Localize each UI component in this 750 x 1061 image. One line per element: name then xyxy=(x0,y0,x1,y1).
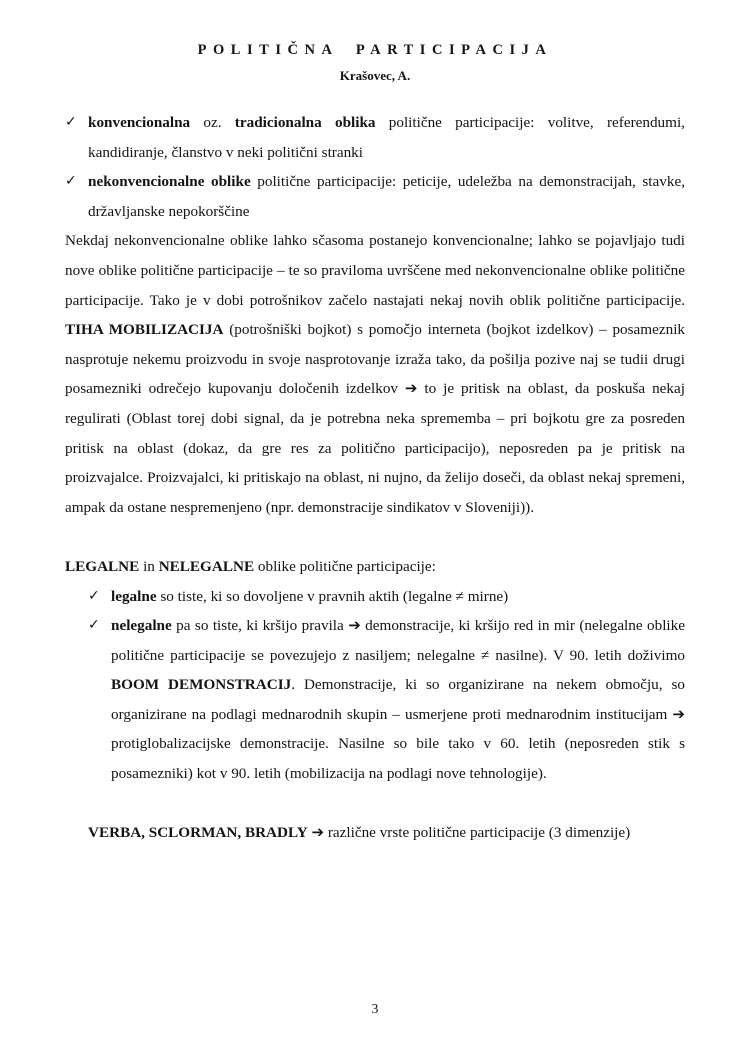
checkmark-icon: ✓ xyxy=(88,587,100,604)
bold-text-run: BOOM DEMONSTRACIJ xyxy=(111,676,292,694)
paragraph xyxy=(88,818,685,848)
text-run: in xyxy=(139,557,159,575)
page-number: 3 xyxy=(371,1001,379,1016)
bullet-item xyxy=(65,108,685,167)
text-run: politične participacije: volitve, referendumi, kandidiranje, članstvo v neki politični stranki xyxy=(88,114,685,161)
arrow-right-icon: ➔ xyxy=(404,379,418,398)
paragraph xyxy=(65,226,685,522)
text-run: politične participacije: peticije, udeležba na demonstracijah, stavke, državljanske nepokorščine xyxy=(88,173,685,220)
text-run: demonstracije, ki kršijo red in mir (nelegalne oblike politične participacije se povezujejo z nasiljem; nelegalne ≠ nasilne). V 90. letih doživimo xyxy=(111,617,685,664)
checkmark-icon: ✓ xyxy=(65,173,77,190)
text-run: (potrošniški bojkot) s pomočjo interneta (bojkot izdelkov) – posameznik nasprotuje nekemu proizvodu in svoje nasprotovanje izraža tako, da pošilja pozive naj se tudii drugi posamezniki odrečejo kupovanju določenih izdelkov xyxy=(65,321,686,398)
text-run: oblike politične participacije: xyxy=(254,557,436,575)
bold-text-run: legalne xyxy=(111,587,157,605)
text-run: to je pritisk na oblast, da poskuša nekaj regulirati (Oblast torej dobi signal, da je potrebna neka sprememba – pri bojkotu gre za posreden pritisk na oblast (dokaz, da gre res za politično participacijo), neposreden pa je pritisk na proizvajalce. Proizvajalci, ki pritiskajo na oblast, ni nujno, da želijo doseči, da oblast nekaj spremeni, ampak da ostane nespremenjeno (npr. demonstracije sindikatov v Sloveniji)). xyxy=(65,380,685,516)
bold-text-run: LEGALNE xyxy=(65,557,140,575)
page-title: POLITIČNA PARTICIPACIJA xyxy=(197,42,553,58)
text-run: . Demonstracije, ki so organizirane na nekem območju, so organizirane na podlagi mednarodnih skupin – usmerjene proti mednarodnim institucijam xyxy=(111,676,685,723)
blank-line xyxy=(65,789,685,819)
arrow-right-icon: ➔ xyxy=(348,616,361,635)
bold-text-run: VERBA, SCLORMAN, BRADLY xyxy=(88,824,308,842)
text-run: pa so tiste, ki kršijo pravila xyxy=(171,617,349,635)
checkmark-icon: ✓ xyxy=(65,114,77,130)
paragraph xyxy=(65,552,685,582)
arrow-right-icon: ➔ xyxy=(672,704,685,723)
bullet-item xyxy=(65,167,685,226)
text-run: so tiste, ki so dovoljene v pravnih aktih (legalne ≠ mirne) xyxy=(156,587,509,605)
document-header xyxy=(65,42,685,84)
checkmark-icon: ✓ xyxy=(88,617,100,634)
text-run: različne vrste politične participacije (3 dimenzije) xyxy=(324,824,631,842)
text-run: oz. xyxy=(190,114,235,131)
bold-text-run: tradicionalna oblika xyxy=(234,114,376,131)
bold-text-run: nekonvencionalne oblike xyxy=(88,173,251,191)
bold-text-run: TIHA MOBILIZACIJA xyxy=(65,321,224,339)
blank-line xyxy=(65,522,685,552)
arrow-right-icon: ➔ xyxy=(311,823,325,842)
document-body xyxy=(65,108,685,848)
bold-text-run: nelegalne xyxy=(111,617,172,635)
bold-text-run: konvencionalna xyxy=(88,114,191,131)
author-line: Krašovec, A. xyxy=(339,68,411,83)
bullet-item xyxy=(88,611,685,789)
text-run: Nekdaj nekonvencionalne oblike lahko sčasoma postanejo konvencionalne; lahko se pojavljajo tudi nove oblike politične participacije – te so praviloma uvrščene med nekonvencionalne oblike politične participacije. Tako je v dobi potrošnikov začelo nastajati nekaj novih oblik politične participacije. xyxy=(65,232,685,309)
text-run: protiglobalizacijske demonstracije. Nasilne so bile tako v 60. letih (neposreden stik s posamezniki) kot v 90. letih (mobilizacija na podlagi nove tehnologije). xyxy=(111,735,685,783)
bold-text-run: NELEGALNE xyxy=(158,557,255,575)
bullet-item xyxy=(88,582,685,612)
